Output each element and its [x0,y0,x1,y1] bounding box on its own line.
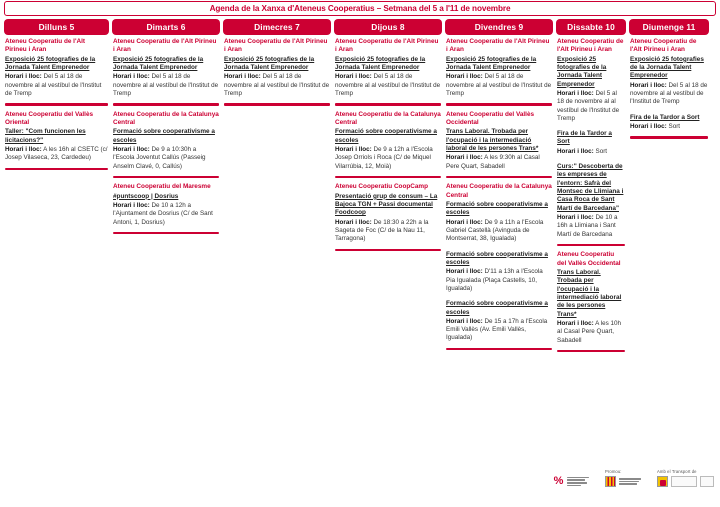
event-schedule-label: Horari i lloc: [630,122,667,130]
event-title: Exposició 25 fotografies de la Jornada Talent Emprenedor [630,55,704,80]
event-title: Formació sobre cooperativisme a escoles [446,300,548,316]
promou-group [605,469,641,487]
event-divider [446,348,552,351]
event-organizer: Ateneu Cooperatiu CoopCamp [335,183,429,191]
event-spacer [446,293,552,300]
event-card[interactable] [446,111,552,171]
event-schedule [557,214,625,239]
event-card[interactable] [113,111,219,171]
generalitat-wordmark [619,478,641,485]
event-title: Exposició 25 fotografies de la Jornada Talent Emprenedor [5,55,96,71]
day-column-diumenge [629,19,709,144]
event-schedule-value: De 9 a 10:30h a l'Escola Joventut Callús (Passeig Anselm Clavé, 0, Callús) [113,146,206,170]
event-organizer: Ateneu Cooperatiu del Vallès Occidental [446,110,535,127]
day-header[interactable]: Dimarts 6 [112,19,220,35]
event-title: Fira de la Tardor a Sort [630,113,700,121]
event-title: Formació sobre cooperativisme a escoles [335,128,437,144]
xarxa-wordmark [567,477,589,487]
xarxa-logo [553,476,589,487]
event-divider [335,103,441,106]
event-card[interactable] [113,183,219,227]
event-schedule-label: Horari i lloc: [113,202,150,210]
event-organizer: Ateneu Cooperatiu del Vallès Oriental [5,110,94,127]
xarxa-logo-group [553,476,589,487]
day-column-dilluns [4,19,109,175]
event-schedule-label: Horari i lloc: [335,73,372,81]
footer-logos [553,469,714,487]
event-schedule-value: Del 5 al 18 de novembre al al vestíbul de l'Institut de Tremp [5,73,102,97]
event-card[interactable] [335,183,441,243]
event-schedule-label: Horari i lloc: [446,218,483,226]
day-header[interactable]: Divendres 9 [445,19,553,35]
day-column-dimarts [112,19,220,239]
event-schedule [5,73,108,98]
event-card[interactable] [224,38,330,98]
event-title: Exposició 25 fotografies de la Jornada Talent Emprenedor [557,55,607,88]
event-schedule [446,268,552,293]
event-title: Exposició 25 fotografies de la Jornada Talent Emprenedor [335,55,426,71]
event-schedule-value: D'11 a 13h a l'Escola Pia Igualada (Plaça Castells, 10, Igualada) [446,268,543,292]
event-schedule [557,320,625,345]
percent-icon: % [553,475,564,487]
event-title: Exposició 25 fotografies de la Jornada Talent Emprenedor [224,55,315,71]
event-card[interactable] [446,183,552,243]
event-schedule-label: Horari i lloc: [446,317,483,325]
event-title: Fira de la Tardor a Sort [557,130,612,146]
event-schedule [113,202,219,227]
event-schedule-label: Horari i lloc: [113,146,150,154]
page-title: Agenda de la Xanxa d'Ateneus Cooperatius – Setmana del 5 a l'11 de novembre [209,4,511,13]
event-schedule [557,148,625,156]
event-divider [557,244,625,247]
event-title: Presentació grup de consum – La Bajoca TGN + Passi documental Foodcoop [335,192,438,217]
day-events [223,38,331,111]
event-divider [113,103,219,106]
event-schedule-value: Del 5 al 18 de novembre al al vestíbul de l'Institut de Tremp [557,89,620,122]
day-header[interactable]: Dissabte 10 [556,19,626,35]
event-divider [5,168,108,171]
day-header[interactable]: Dilluns 5 [4,19,109,35]
event-schedule-label: Horari i lloc: [446,73,483,81]
event-schedule-value: Del 5 al 18 de novembre al al vestíbul de l'Institut de Tremp [630,81,708,106]
event-card[interactable] [630,38,708,107]
event-organizer: Ateneu Cooperatiu de l'Alt Pirineu i Aran [630,38,697,54]
event-schedule-value: A les 9:30h al Casal Pere Quart, Sabadell [446,154,540,170]
day-events [445,38,553,355]
event-spacer [557,123,625,130]
event-schedule-label: Horari i lloc: [5,146,42,154]
event-organizer: Ateneu Cooperatiu de l'Alt Pirineu i Aran [224,38,328,54]
event-schedule [113,146,219,171]
event-spacer [557,156,625,163]
ministry-submark [700,476,714,487]
spain-shield-icon [657,476,668,487]
footer [0,469,720,503]
day-header[interactable]: Dimecres 7 [223,19,331,35]
event-schedule [224,73,330,98]
event-schedule [335,146,441,171]
event-schedule-label: Horari i lloc: [335,218,372,226]
event-divider [446,176,552,179]
day-header[interactable]: Dijous 8 [334,19,442,35]
event-schedule-label: Horari i lloc: [113,73,150,81]
event-organizer: Ateneu Cooperatiu del Maresme [113,183,211,191]
event-card[interactable] [5,111,108,163]
event-organizer: Ateneu Cooperatiu de l'Alt Pirineu i Aran [446,38,550,54]
event-organizer: Ateneu Cooperatiu de l'Alt Pirineu i Aran [113,38,217,54]
event-card[interactable] [557,38,625,123]
event-schedule-label: Horari i lloc: [630,81,667,89]
event-divider [113,176,219,179]
event-schedule-label: Horari i lloc: [557,320,594,328]
event-schedule [335,73,441,98]
event-schedule [630,123,708,131]
event-schedule [335,219,441,244]
event-organizer: Ateneu Cooperatiu del Vallès Occidental [557,251,621,267]
event-schedule-value: De 10 a 12h a l'Ajuntament de Dosrius (C/ de Sant Antoni, 1, Dosrius) [113,202,213,226]
event-schedule [630,82,708,107]
event-organizer: Ateneu Cooperatiu de l'Alt Pirineu i Aran [335,38,439,54]
event-schedule-value: De 18:30 a 22h a la Sageta de Foc (C/ de la Nau 11, Tarragona) [335,218,429,243]
event-schedule [446,318,552,343]
event-schedule-value: De 9 a 12h a l'Escola Josep Orriols i Roca (C/ de Miquel Vilarrúbia, 12, Moià) [335,146,433,170]
event-schedule-label: Horari i lloc: [557,214,594,222]
event-card[interactable] [335,38,441,98]
week-grid [4,19,716,357]
event-card[interactable] [557,163,625,239]
day-events [556,38,626,357]
event-schedule [446,73,552,98]
event-title: Formació sobre cooperativisme a escoles [446,201,548,217]
ministry-logo [657,476,714,487]
event-title: Exposició 25 fotografies de la Jornada Talent Emprenedor [446,55,537,71]
event-schedule-label: Horari i lloc: [557,89,594,97]
day-events [4,38,109,175]
event-schedule-label: Horari i lloc: [224,73,261,81]
event-divider [113,232,219,235]
event-divider [335,249,441,252]
event-card[interactable] [446,38,552,98]
event-card[interactable] [113,38,219,98]
catalonia-flag-icon [605,476,616,487]
day-column-divendres [445,19,553,355]
event-divider [5,103,108,106]
event-card[interactable] [335,111,441,171]
event-title: Taller: "Com funcionen les licitacions?" [5,128,86,144]
event-card[interactable] [557,130,625,156]
day-column-dissabte [556,19,626,357]
event-divider [446,103,552,106]
day-column-dimecres [223,19,331,111]
event-schedule-label: Horari i lloc: [5,73,42,81]
event-spacer [630,107,708,114]
ministry-wordmark [671,476,697,487]
event-schedule-value: A les 10h al Casal Pere Quart, Sabadell [557,320,622,344]
event-organizer: Ateneu Cooperatiu de la Catalunya Central [113,110,219,127]
event-schedule-label: Horari i lloc: [557,147,594,155]
event-card[interactable] [5,38,108,98]
event-title: Trans Laboral. Trobada per l'ocupació i la intermediació laboral de les persones Trans* [446,128,539,153]
event-schedule-value: Del 5 al 18 de novembre al al vestíbul de l'Institut de Tremp [446,73,552,97]
event-organizer: Ateneu Cooperatiu de l'Alt Pirineu i Aran [557,38,624,54]
event-schedule [557,90,625,123]
event-organizer: Ateneu Cooperatiu de la Catalunya Central [446,183,552,199]
event-title: Exposició 25 fotografies de la Jornada Talent Emprenedor [113,55,204,71]
day-column-dijous [334,19,442,256]
event-schedule-value: Del 5 al 18 de novembre al al vestíbul de l'Institut de Tremp [224,73,330,97]
event-card[interactable] [446,251,552,294]
event-schedule-value: Del 5 al 18 de novembre al al vestíbul de l'Institut de Tremp [113,73,219,97]
event-schedule [446,219,552,244]
event-schedule-value: De 10 a 16h a Llimiana i Sant Martí de Barcedana [557,214,618,238]
event-title: Formació sobre cooperativisme a escoles [113,128,215,144]
event-title: Trans Laboral. Trobada per l'ocupació i la intermediació laboral de les persones Trans* [557,269,622,318]
day-events [629,38,709,144]
support-label: Amb el Transport de [657,469,697,474]
event-schedule [446,154,552,171]
event-organizer: Ateneu Cooperatiu de l'Alt Pirineu i Aran [5,38,85,54]
promou-label: Promou: [605,469,622,474]
event-title: Formació sobre cooperativisme a escoles [446,250,548,266]
generalitat-logo [605,476,641,487]
event-divider [335,176,441,179]
event-card[interactable] [630,114,708,132]
event-schedule-value: Del 5 al 18 de novembre al al vestíbul de l'Institut de Tremp [335,73,441,97]
event-divider [224,103,330,106]
event-schedule-label: Horari i lloc: [446,268,483,276]
event-schedule [5,146,108,163]
event-divider [557,350,625,353]
event-divider [630,136,708,139]
event-title: #puntscoop | Dosrius [113,192,179,200]
event-organizer: Ateneu Cooperatiu de la Catalunya Central [335,110,441,127]
event-schedule-value: Sort [666,122,681,130]
agenda-title-bar [4,1,716,16]
event-schedule-value: De 15 a 17h a l'Escola Emili Vallès (Av. Emili Vallès, Igualada) [446,317,548,342]
event-title: Curs:" Descoberta de les empreses de l'entorn: Safrà del Montsec de Llimiana i Casa Roca de Sant Martí de Barcedana" [557,163,624,212]
event-card[interactable] [446,300,552,343]
event-schedule-label: Horari i lloc: [446,154,483,162]
support-group [657,469,714,487]
event-schedule [113,73,219,98]
event-schedule-value: De 9 a 11h a l'Escola Gabriel Castellà (Avinguda de Montserrat, 38, Igualada) [446,218,544,243]
day-events [112,38,220,239]
event-schedule-label: Horari i lloc: [335,146,372,154]
event-card[interactable] [557,251,625,345]
event-schedule-value: Sort [593,147,608,155]
event-spacer [446,244,552,251]
day-header[interactable]: Diumenge 11 [629,19,709,35]
day-events [334,38,442,256]
event-schedule-value: A les 16h al CSETC (c/ Josep Vilaseca, 23, Cardedeu) [5,146,108,162]
